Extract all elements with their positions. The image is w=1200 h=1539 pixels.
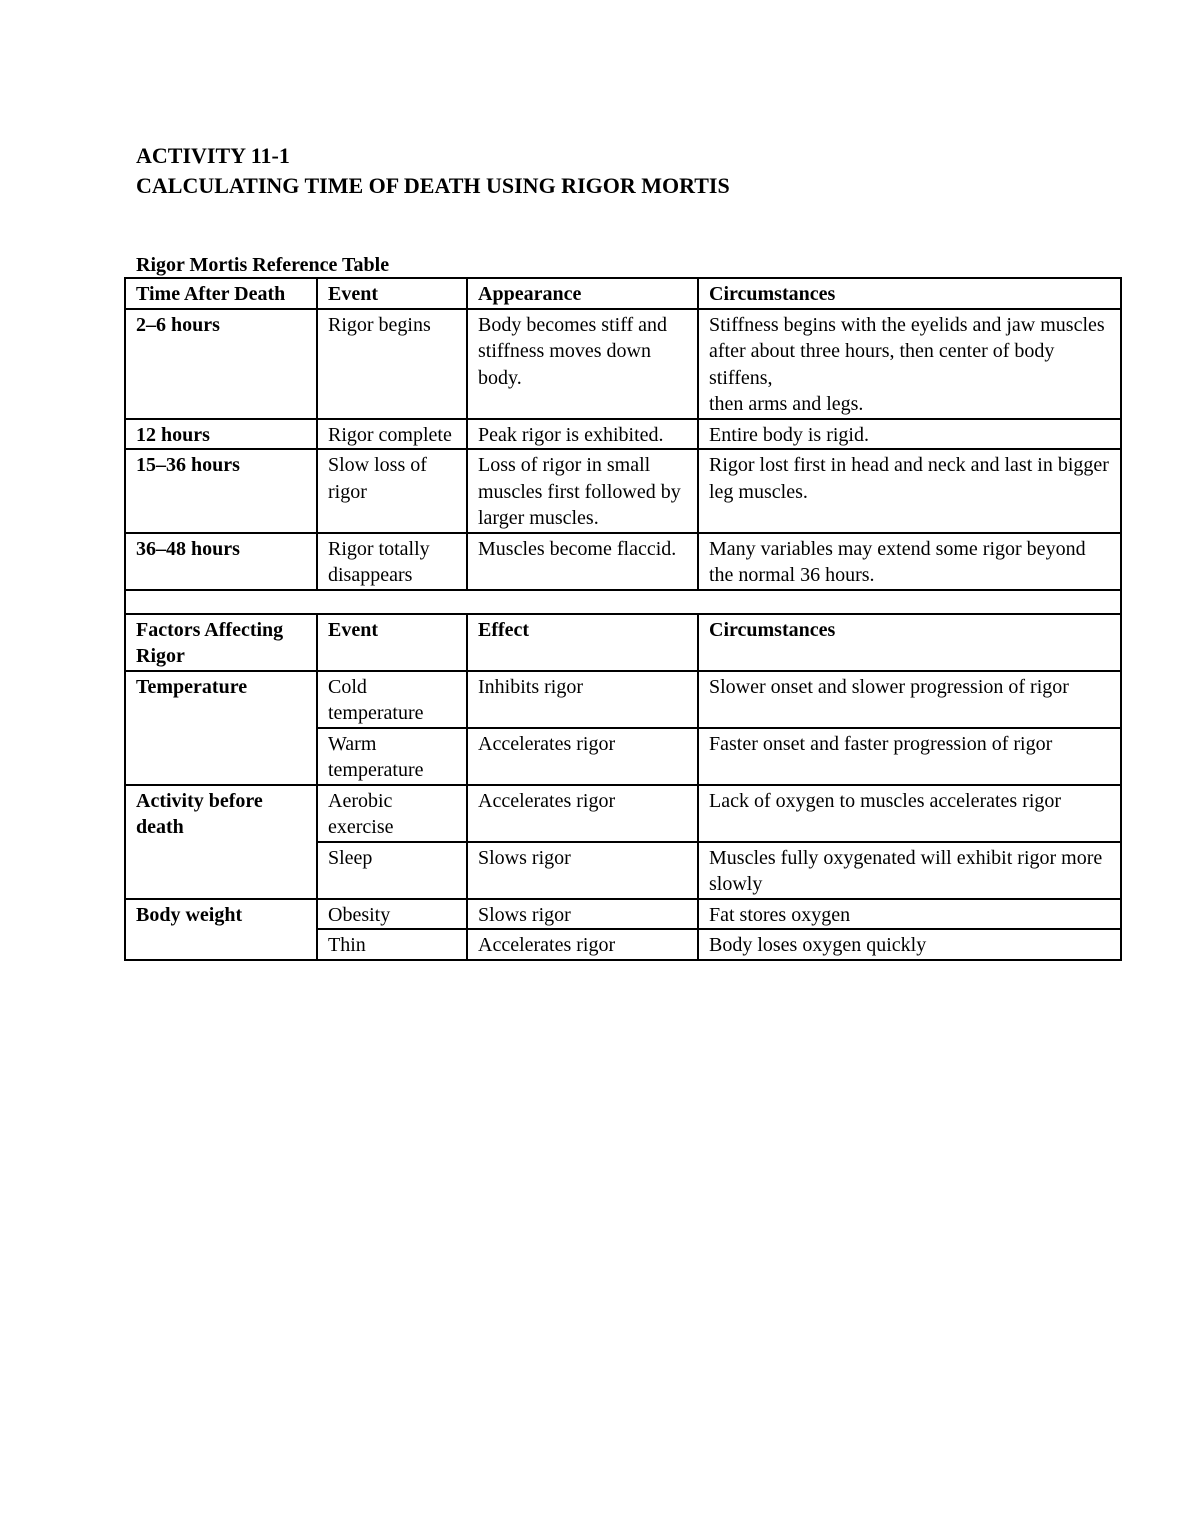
table-row [125, 449, 1121, 533]
circumstances-cell: Lack of oxygen to muscles accelerates rigor [698, 785, 1121, 842]
table-caption: Rigor Mortis Reference Table [136, 254, 390, 276]
table-row [125, 533, 1121, 590]
time-cell: 36–48 hours [125, 533, 317, 590]
effect-cell: Slows rigor [467, 899, 698, 930]
activity-number: ACTIVITY 11-1 [136, 143, 290, 168]
event-cell: Rigor totally disappears [317, 533, 467, 590]
appearance-cell: Muscles become flaccid. [467, 533, 698, 590]
page-title [136, 141, 730, 201]
event-cell: Slow loss of rigor [317, 449, 467, 533]
event-cell: Sleep [317, 842, 467, 899]
column-header: Appearance [467, 278, 698, 309]
circumstances-cell: Faster onset and faster progression of rigor [698, 728, 1121, 785]
appearance-cell: Loss of rigor in small muscles first followed by larger muscles. [467, 449, 698, 533]
circumstances-cell: Body loses oxygen quickly [698, 929, 1121, 960]
time-cell: 2–6 hours [125, 309, 317, 419]
event-cell: Rigor complete [317, 419, 467, 450]
circumstances-cell: Entire body is rigid. [698, 419, 1121, 450]
event-cell: Warm temperature [317, 728, 467, 785]
time-cell: 12 hours [125, 419, 317, 450]
effect-cell: Accelerates rigor [467, 929, 698, 960]
factor-cell: Activity before death [125, 785, 317, 899]
time-table-header-row [125, 278, 1121, 309]
circumstances-cell: Muscles fully oxygenated will exhibit rigor more slowly [698, 842, 1121, 899]
factor-cell: Body weight [125, 899, 317, 960]
table-row [125, 419, 1121, 450]
time-cell: 15–36 hours [125, 449, 317, 533]
column-header: Effect [467, 614, 698, 671]
spacer-cell [125, 590, 1121, 614]
event-cell: Thin [317, 929, 467, 960]
effect-cell: Accelerates rigor [467, 785, 698, 842]
table-row [125, 309, 1121, 419]
table-row [125, 785, 1121, 842]
circumstances-cell: Many variables may extend some rigor beyond the normal 36 hours. [698, 533, 1121, 590]
factors-table-header-row [125, 614, 1121, 671]
event-cell: Aerobic exercise [317, 785, 467, 842]
table-row [125, 899, 1121, 930]
column-header: Factors Affecting Rigor [125, 614, 317, 671]
effect-cell: Accelerates rigor [467, 728, 698, 785]
table-row [125, 671, 1121, 728]
table-spacer-row [125, 590, 1121, 614]
activity-title: CALCULATING TIME OF DEATH USING RIGOR MORTIS [136, 173, 730, 198]
circumstances-cell: Rigor lost first in head and neck and last in bigger leg muscles. [698, 449, 1121, 533]
factor-cell: Temperature [125, 671, 317, 785]
column-header: Event [317, 614, 467, 671]
circumstances-cell: Stiffness begins with the eyelids and jaw muscles after about three hours, then center of body stiffens, then arms and legs. [698, 309, 1121, 419]
column-header: Time After Death [125, 278, 317, 309]
column-header: Circumstances [698, 614, 1121, 671]
event-cell: Obesity [317, 899, 467, 930]
rigor-mortis-reference-table [124, 277, 1122, 961]
event-cell: Cold temperature [317, 671, 467, 728]
appearance-cell: Peak rigor is exhibited. [467, 419, 698, 450]
effect-cell: Slows rigor [467, 842, 698, 899]
circumstances-cell: Fat stores oxygen [698, 899, 1121, 930]
column-header: Circumstances [698, 278, 1121, 309]
appearance-cell: Body becomes stiff and stiffness moves down body. [467, 309, 698, 419]
effect-cell: Inhibits rigor [467, 671, 698, 728]
event-cell: Rigor begins [317, 309, 467, 419]
column-header: Event [317, 278, 467, 309]
circumstances-cell: Slower onset and slower progression of rigor [698, 671, 1121, 728]
